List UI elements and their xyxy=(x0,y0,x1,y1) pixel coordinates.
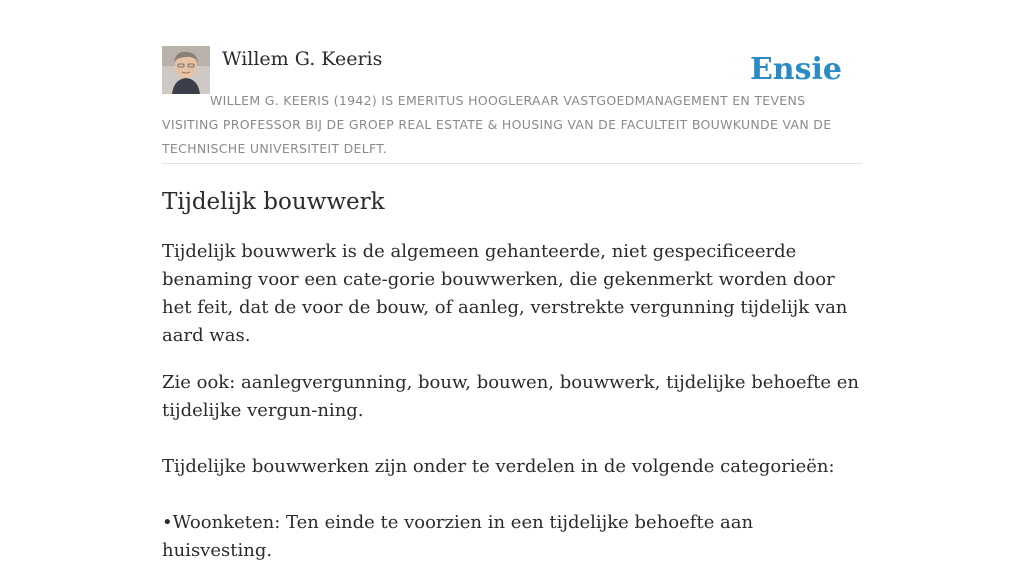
header-divider xyxy=(162,163,862,164)
article-title: Tijdelijk bouwwerk xyxy=(162,189,385,215)
article-paragraph-categories: Tijdelijke bouwwerken zijn onder te verdelen in de volgende categorieën: xyxy=(162,456,835,477)
author-avatar[interactable] xyxy=(162,46,210,94)
author-bio: WILLEM G. KEERIS (1942) IS EMERITUS HOOGLERAAR VASTGOEDMANAGEMENT EN TEVENS VISITING PROFESSOR BIJ DE GROEP REAL ESTATE & HOUSING VAN DE FACULTEIT BOUWKUNDE VAN DE TECHNISCHE UNIVERSITEIT DELFT. xyxy=(162,93,832,156)
article-paragraph-definition: Tijdelijk bouwwerk is de algemeen gehanteerde, niet gespecificeerde benaming voor een cate-gorie bouwwerken, die gekenmerkt worden door het feit, dat de voor de bouw, of aanleg, verstrekte vergunning tijdelijk van aard was. xyxy=(162,241,848,346)
author-name[interactable]: Willem G. Keeris xyxy=(222,48,383,70)
article xyxy=(162,184,862,584)
article-list-item-woonketen: •Woonketen: Ten einde te voorzien in een tijdelijke behoefte aan huisvesting. xyxy=(162,512,754,561)
article-paragraph-see-also: Zie ook: aanlegvergunning, bouw, bouwen, bouwwerk, tijdelijke behoefte en tijdelijke vergun-ning. xyxy=(162,372,860,421)
avatar-image xyxy=(162,46,210,94)
brand-logo[interactable]: Ensie xyxy=(749,52,842,87)
